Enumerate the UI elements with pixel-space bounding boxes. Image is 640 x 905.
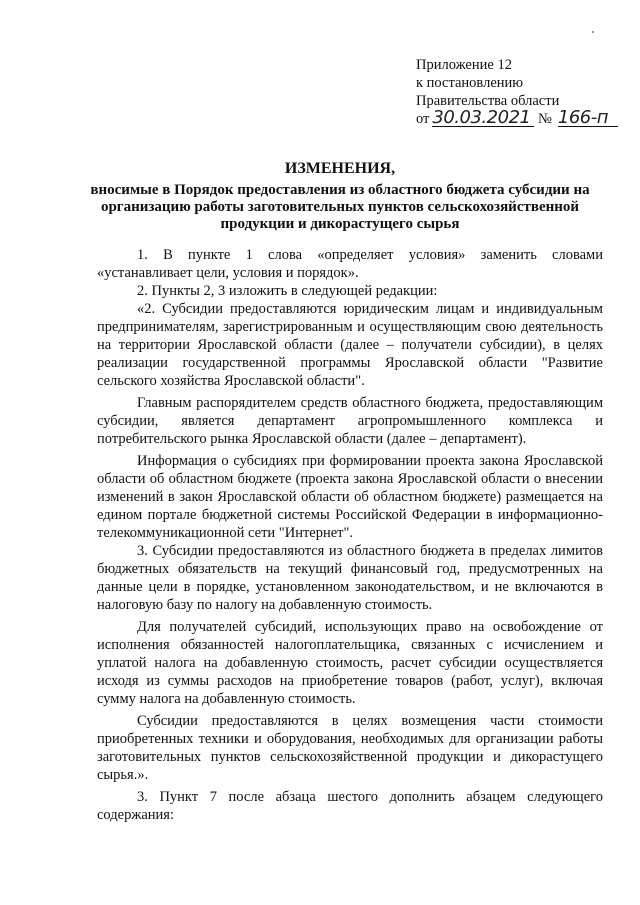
document-body bbox=[97, 246, 603, 824]
appendix-line: Приложение 12 bbox=[416, 57, 512, 73]
paragraph: 2. Пункты 2, 3 изложить в следующей редакции: bbox=[137, 283, 438, 299]
paragraph: Главным распорядителем средств областного бюджета, предоставляющим субсидии, является департамент агропромышленного комплекса и потребительского рынка Ярославской области (далее – департамент). bbox=[97, 395, 603, 447]
handwritten-number: 166-п bbox=[558, 110, 618, 127]
handwritten-date: 30.03.2021 bbox=[432, 110, 534, 127]
paragraph: Информация о субсидиях при формировании проекта закона Ярославской области об областном бюджете (проекта закона Ярославской области о внесении изменений в закон Ярославской области об областном бюджете) размещается на едином портале бюджетной системы Российской Федерации в информационно-телекоммуникационной сети "Интернет". bbox=[97, 453, 603, 541]
appendix-line: Правительства области bbox=[416, 93, 560, 109]
document-title bbox=[80, 160, 600, 233]
paragraph: 3. Субсидии предоставляются из областного бюджета в пределах лимитов бюджетных обязательств на текущий финансовый год, предусмотренных на данные цели в порядке, установленном законодательством, и не включаются в налоговую базу по налогу на добавленную стоимость. bbox=[97, 543, 603, 613]
appendix-line: к постановлению bbox=[416, 75, 524, 91]
appendix-header bbox=[416, 56, 618, 128]
title-main: ИЗМЕНЕНИЯ, bbox=[284, 160, 396, 177]
appendix-date-line bbox=[416, 107, 618, 128]
number-label: № bbox=[538, 111, 552, 127]
paragraph: 3. Пункт 7 после абзаца шестого дополнить абзацем следующего содержания: bbox=[97, 789, 603, 823]
paragraph: Субсидии предоставляются в целях возмещения части стоимости приобретенных техники и оборудования, необходимых для организации работы заготовительных пунктов сельскохозяйственной продукции и дикорастущего сырья.». bbox=[97, 713, 603, 783]
title-sub: вносимые в Порядок предоставления из областного бюджета субсидии на организацию работы заготовительных пунктов сельскохозяйственной продукции и дикорастущего сырья bbox=[90, 182, 590, 232]
from-label: от bbox=[416, 111, 430, 127]
paragraph: 1. В пункте 1 слова «определяет условия» заменить словами «устанавливает цели, условия и порядок». bbox=[97, 247, 603, 281]
scan-speck bbox=[592, 31, 594, 33]
paragraph: Для получателей субсидий, использующих право на освобождение от исполнения обязанностей налогоплательщика, связанных с исчислением и уплатой налога на добавленную стоимость, расчет субсидии осуществляется исходя из суммы расходов на приобретение товаров (работ, услуг), включая сумму налога на добавленную стоимость. bbox=[97, 619, 603, 707]
paragraph: «2. Субсидии предоставляются юридическим лицам и индивидуальным предпринимателям, зарегистрированным и осуществляющим свою деятельность на территории Ярославской области (далее – получатели субсидии), в целях реализации государственной программы Ярославской области "Развитие сельского хозяйства Ярославской области". bbox=[97, 301, 603, 389]
